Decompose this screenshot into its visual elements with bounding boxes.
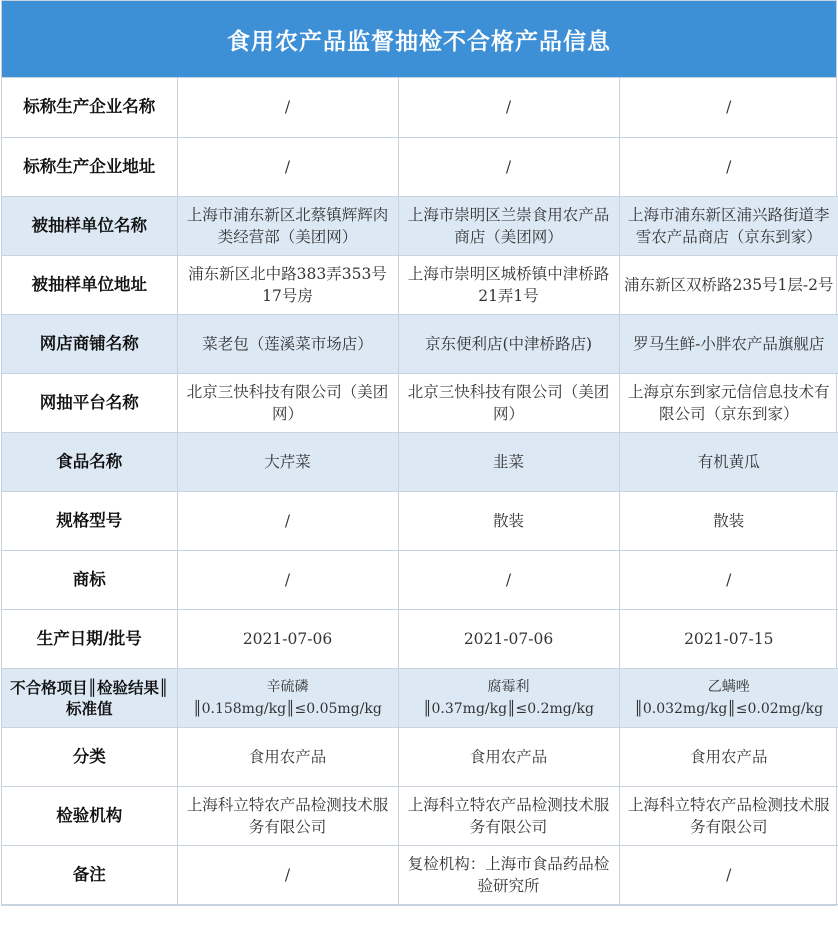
row-food-name: [2, 432, 838, 491]
row-label: 检验机构: [2, 786, 177, 845]
row-platform-name: [2, 373, 838, 432]
row-production-date: [2, 609, 838, 668]
table-title: 食用农产品监督抽检不合格产品信息: [2, 1, 836, 78]
row-label: 备注: [2, 845, 177, 904]
row-label: 标称生产企业地址: [2, 137, 177, 196]
row-specification: [2, 491, 838, 550]
row-unqualified-item: [2, 668, 838, 727]
cell-sample-3: /: [619, 845, 838, 904]
cell-sample-2: 京东便利店(中津桥路店): [398, 314, 619, 373]
row-label: 食品名称: [2, 432, 177, 491]
cell-sample-1: /: [177, 550, 398, 609]
row-trademark: [2, 550, 838, 609]
cell-sample-2: 复检机构：上海市食品药品检验研究所: [398, 845, 619, 904]
cell-sample-2: /: [398, 78, 619, 137]
cell-sample-3: 乙螨唑║0.032mg/kg║≤0.02mg/kg: [619, 668, 838, 727]
cell-sample-2: 北京三快科技有限公司（美团网）: [398, 373, 619, 432]
row-label: 规格型号: [2, 491, 177, 550]
cell-sample-1: /: [177, 845, 398, 904]
row-label: 分类: [2, 727, 177, 786]
cell-sample-3: 散装: [619, 491, 838, 550]
cell-sample-2: 腐霉利║0.37mg/kg║≤0.2mg/kg: [398, 668, 619, 727]
cell-sample-3: 浦东新区双桥路235号1层-2号: [619, 255, 838, 314]
row-label: 标称生产企业名称: [2, 78, 177, 137]
cell-sample-1: 浦东新区北中路383弄353号17号房: [177, 255, 398, 314]
cell-sample-1: 上海科立特农产品检测技术服务有限公司: [177, 786, 398, 845]
cell-sample-1: 大芹菜: [177, 432, 398, 491]
cell-sample-1: 北京三快科技有限公司（美团网）: [177, 373, 398, 432]
cell-sample-1: 辛硫磷║0.158mg/kg║≤0.05mg/kg: [177, 668, 398, 727]
cell-sample-1: 菜老包（莲溪菜市场店）: [177, 314, 398, 373]
cell-sample-1: /: [177, 137, 398, 196]
cell-sample-2: 散装: [398, 491, 619, 550]
cell-sample-1: /: [177, 78, 398, 137]
row-testing-institution: [2, 786, 838, 845]
cell-sample-1: 上海市浦东新区北蔡镇辉辉肉类经营部（美团网）: [177, 196, 398, 255]
row-label: 被抽样单位名称: [2, 196, 177, 255]
cell-sample-3: 上海京东到家元信信息技术有限公司（京东到家）: [619, 373, 838, 432]
cell-sample-3: 上海科立特农产品检测技术服务有限公司: [619, 786, 838, 845]
row-sampled-unit-name: [2, 196, 838, 255]
cell-sample-2: 2021-07-06: [398, 609, 619, 668]
cell-sample-2: 食用农产品: [398, 727, 619, 786]
cell-sample-3: 有机黄瓜: [619, 432, 838, 491]
cell-sample-2: /: [398, 550, 619, 609]
row-label: 网店商铺名称: [2, 314, 177, 373]
cell-sample-2: 上海市崇明区兰崇食用农产品商店（美团网）: [398, 196, 619, 255]
row-label: 不合格项目║检验结果║标准值: [2, 668, 177, 727]
cell-sample-1: /: [177, 491, 398, 550]
row-remarks: [2, 845, 838, 904]
cell-sample-3: 上海市浦东新区浦兴路街道李雪农产品商店（京东到家）: [619, 196, 838, 255]
row-label: 网抽平台名称: [2, 373, 177, 432]
info-table: [2, 78, 838, 905]
row-producer-name: [2, 78, 838, 137]
cell-sample-2: 上海市崇明区城桥镇中津桥路21弄1号: [398, 255, 619, 314]
row-shop-name: [2, 314, 838, 373]
row-producer-address: [2, 137, 838, 196]
cell-sample-3: 2021-07-15: [619, 609, 838, 668]
cell-sample-2: 上海科立特农产品检测技术服务有限公司: [398, 786, 619, 845]
cell-sample-1: 食用农产品: [177, 727, 398, 786]
cell-sample-3: /: [619, 78, 838, 137]
info-table-container: [1, 0, 837, 906]
row-label: 生产日期/批号: [2, 609, 177, 668]
cell-sample-2: /: [398, 137, 619, 196]
row-label: 被抽样单位地址: [2, 255, 177, 314]
row-label: 商标: [2, 550, 177, 609]
cell-sample-2: 韭菜: [398, 432, 619, 491]
cell-sample-1: 2021-07-06: [177, 609, 398, 668]
cell-sample-3: 食用农产品: [619, 727, 838, 786]
cell-sample-3: 罗马生鲜-小胖农产品旗舰店: [619, 314, 838, 373]
cell-sample-3: /: [619, 137, 838, 196]
row-category: [2, 727, 838, 786]
cell-sample-3: /: [619, 550, 838, 609]
row-sampled-unit-address: [2, 255, 838, 314]
